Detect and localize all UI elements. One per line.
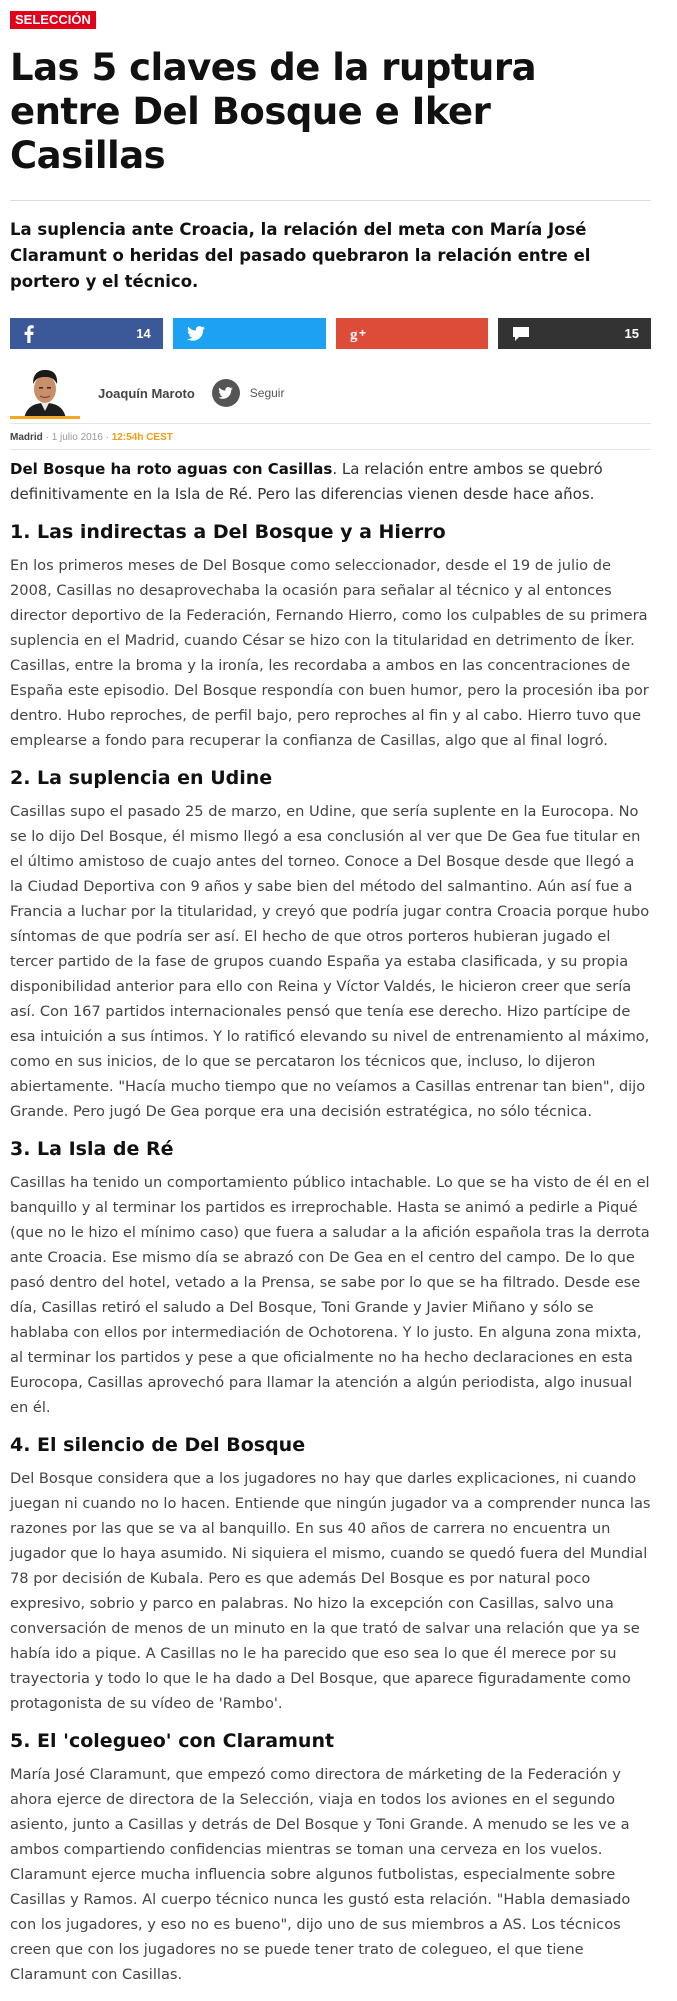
section-paragraph: En los primeros meses de Del Bosque como seleccionador, desde el 19 de julio de 2008, Casillas no desaprovechaba la ocasión para señalar al técnico y al entonces director deportivo de la Federación, Fernando Hierro, como los culpables de su primera suplencia en el Madrid, cuando César se hizo con la titularidad en detrimento de Íker. Casillas, entre la broma y la ironía, les recordaba a ambos en las concentraciones de España este episodio. Del Bosque respondía con buen humor, pero la procesión iba por dentro. Hubo reproches, de perfil bajo, pero reproches al fin y al cabo. Hierro tuvo que emplearse a fondo para recuperar la confianza de Casillas, algo que al final logró.	[10, 557, 649, 749]
follow-link[interactable]: Seguir	[249, 386, 285, 400]
meta-divider	[10, 449, 651, 450]
meta-divider	[10, 423, 651, 424]
meta-separator: ·	[45, 432, 49, 443]
svg-text:g: g	[349, 326, 357, 342]
article-lead	[10, 457, 651, 507]
svg-text:+: +	[358, 325, 366, 340]
section-heading: 3. La Isla de Ré	[10, 1138, 174, 1160]
author-block	[10, 367, 651, 419]
comment-icon	[512, 326, 530, 342]
section-heading: 5. El 'colegueo' con Claramunt	[10, 1730, 335, 1752]
section-paragraph: Casillas ha tenido un comportamiento público intachable. Lo que se ha visto de él en el banquillo y al terminar los partidos es irreprochable. Hasta se animó a pedirle a Piqué (que no le hizo el mínimo caso) que fuera a saludar a la afición española tras la derrota ante Croacia. Ese mismo día se abrazó con De Gea en el centro del campo. De lo que pasó dentro del hotel, vetado a la Prensa, se sabe por lo que se ha filtrado. Desde ese día, Casillas retiró el saludo a Del Bosque, Toni Grande y Javier Miñano y sólo se hablaba con ellos por intermediación de Ochotorena. Y lo justo. En alguna zona mixta, al terminar los partidos y pese a que oficialmente no ha hecho declaraciones en esta Eurocopa, Casillas aprovechó para llamar la atención a algún periodista, algo inusual en él.	[10, 1174, 650, 1416]
author-name[interactable]: Joaquín Maroto	[98, 385, 195, 401]
share-bar	[10, 318, 651, 349]
section-heading: 1. Las indirectas a Del Bosque y a Hierro	[10, 521, 446, 543]
google-plus-icon	[350, 326, 372, 342]
lead-bold: Del Bosque ha roto aguas con Casillas	[10, 460, 333, 478]
facebook-icon	[24, 325, 34, 343]
section-heading: 2. La suplencia en Udine	[10, 767, 273, 789]
meta-date: 1 julio 2016	[51, 432, 103, 443]
article-title: Las 5 claves de la ruptura entre Del Bosque e Iker Casillas	[10, 46, 537, 177]
section-heading: 4. El silencio de Del Bosque	[10, 1434, 306, 1456]
google-plus-share-button[interactable]	[336, 318, 489, 349]
twitter-share-button[interactable]	[173, 318, 326, 349]
lead-text: . La relación entre ambos se quebró definitivamente en la Isla de Ré. Pero las diferencias vienen desde hace años.	[10, 460, 603, 503]
comments-button[interactable]	[498, 318, 651, 349]
twitter-follow-icon[interactable]	[212, 379, 240, 407]
author-avatar[interactable]	[10, 367, 80, 419]
meta-location: Madrid	[10, 432, 43, 443]
section-paragraph: María José Claramunt, que empezó como directora de márketing de la Federación y ahora ejerce de directora de la Selección, viaja en todos los aviones en el segundo asiento, junto a Casillas y detrás de Del Bosque y Toni Grande. A menudo se les ve a ambos compartiendo confidencias mientras se toman una cerveza en los vuelos. Claramunt ejerce mucha influencia sobre algunos futbolistas, especialmente sobre Casillas y Ramos. Al cuerpo técnico nunca les gustó esta relación. "Habla demasiado con los jugadores, y eso no es bueno", dijo uno de sus miembros a AS. Los técnicos creen que con los jugadores no se puede tener trato de colegueo, el que tiene Claramunt con Casillas.	[10, 1766, 631, 1983]
comments-count: 15	[624, 326, 639, 341]
title-divider	[10, 200, 651, 201]
section-paragraph: Casillas supo el pasado 25 de marzo, en Udine, que sería suplente en la Eurocopa. No se lo dijo Del Bosque, él mismo llegó a esa conclusión al ver que De Gea fue titular en el último amistoso de cuajo antes del torneo. Conoce a Del Bosque desde que llegó a la Ciudad Deportiva con 9 años y sabe bien del método del salmantino. Aún así fue a Francia a luchar por la titularidad, y creyó que podría jugar contra Croacia porque hubo síntomas de que podría ser así. El hecho de que otros porteros hubieran jugado el tercer partido de la fase de grupos cuando España ya estaba clasificada, y su propia disponibilidad anterior para ello con Reina y Víctor Valdés, le hicieron creer que sería así. Con 167 partidos internacionales pensó que tenía ese derecho. Hizo partícipe de esa intuición a sus íntimos. Y lo ratificó elevando su nivel de entrenamiento al máximo, como en sus inicios, de lo que se percataron los técnicos que, incluso, lo dijeron abiertamente. "Hacía mucho tiempo que no veíamos a Casillas entrenar tan bien", dijo Grande. Pero jugó De Gea porque era una decisión estratégica, no sólo técnica.	[10, 803, 650, 1120]
meta-separator: ·	[105, 432, 109, 443]
section-kicker[interactable]: SELECCIÓN	[10, 11, 96, 29]
article-subtitle: La suplencia ante Croacia, la relación del meta con María José Claramunt o heridas del pasado quebraron la relación entre el portero y el técnico.	[10, 220, 591, 291]
meta-time: 12:54h CEST	[111, 432, 173, 443]
twitter-icon	[187, 326, 205, 341]
article-meta	[10, 432, 651, 443]
facebook-share-count: 14	[136, 326, 151, 341]
section-paragraph: Del Bosque considera que a los jugadores no hay que darles explicaciones, ni cuando juegan ni cuando no lo hacen. Entiende que ningún jugador va a comprender nunca las razones por las que se va al banquillo. En sus 40 años de carrera no encuentra un jugador que lo haya asumido. Ni siquiera el mismo, cuando se quedó fuera del Mundial 78 por decisión de Kubala. Pero es que además Del Bosque es por natural poco expresivo, sobrio y parco en palabras. No hizo la excepción con Casillas, salvo una conversación de menos de un minuto en la que trató de salvar una relación que ya se había ido a pique. A Casillas no le ha parecido que eso sea lo que él merece por su trayectoria y todo lo que le ha dado a Del Bosque, que aparece figuradamente como protagonista de su vídeo de 'Rambo'.	[10, 1470, 651, 1712]
facebook-share-button[interactable]	[10, 318, 163, 349]
